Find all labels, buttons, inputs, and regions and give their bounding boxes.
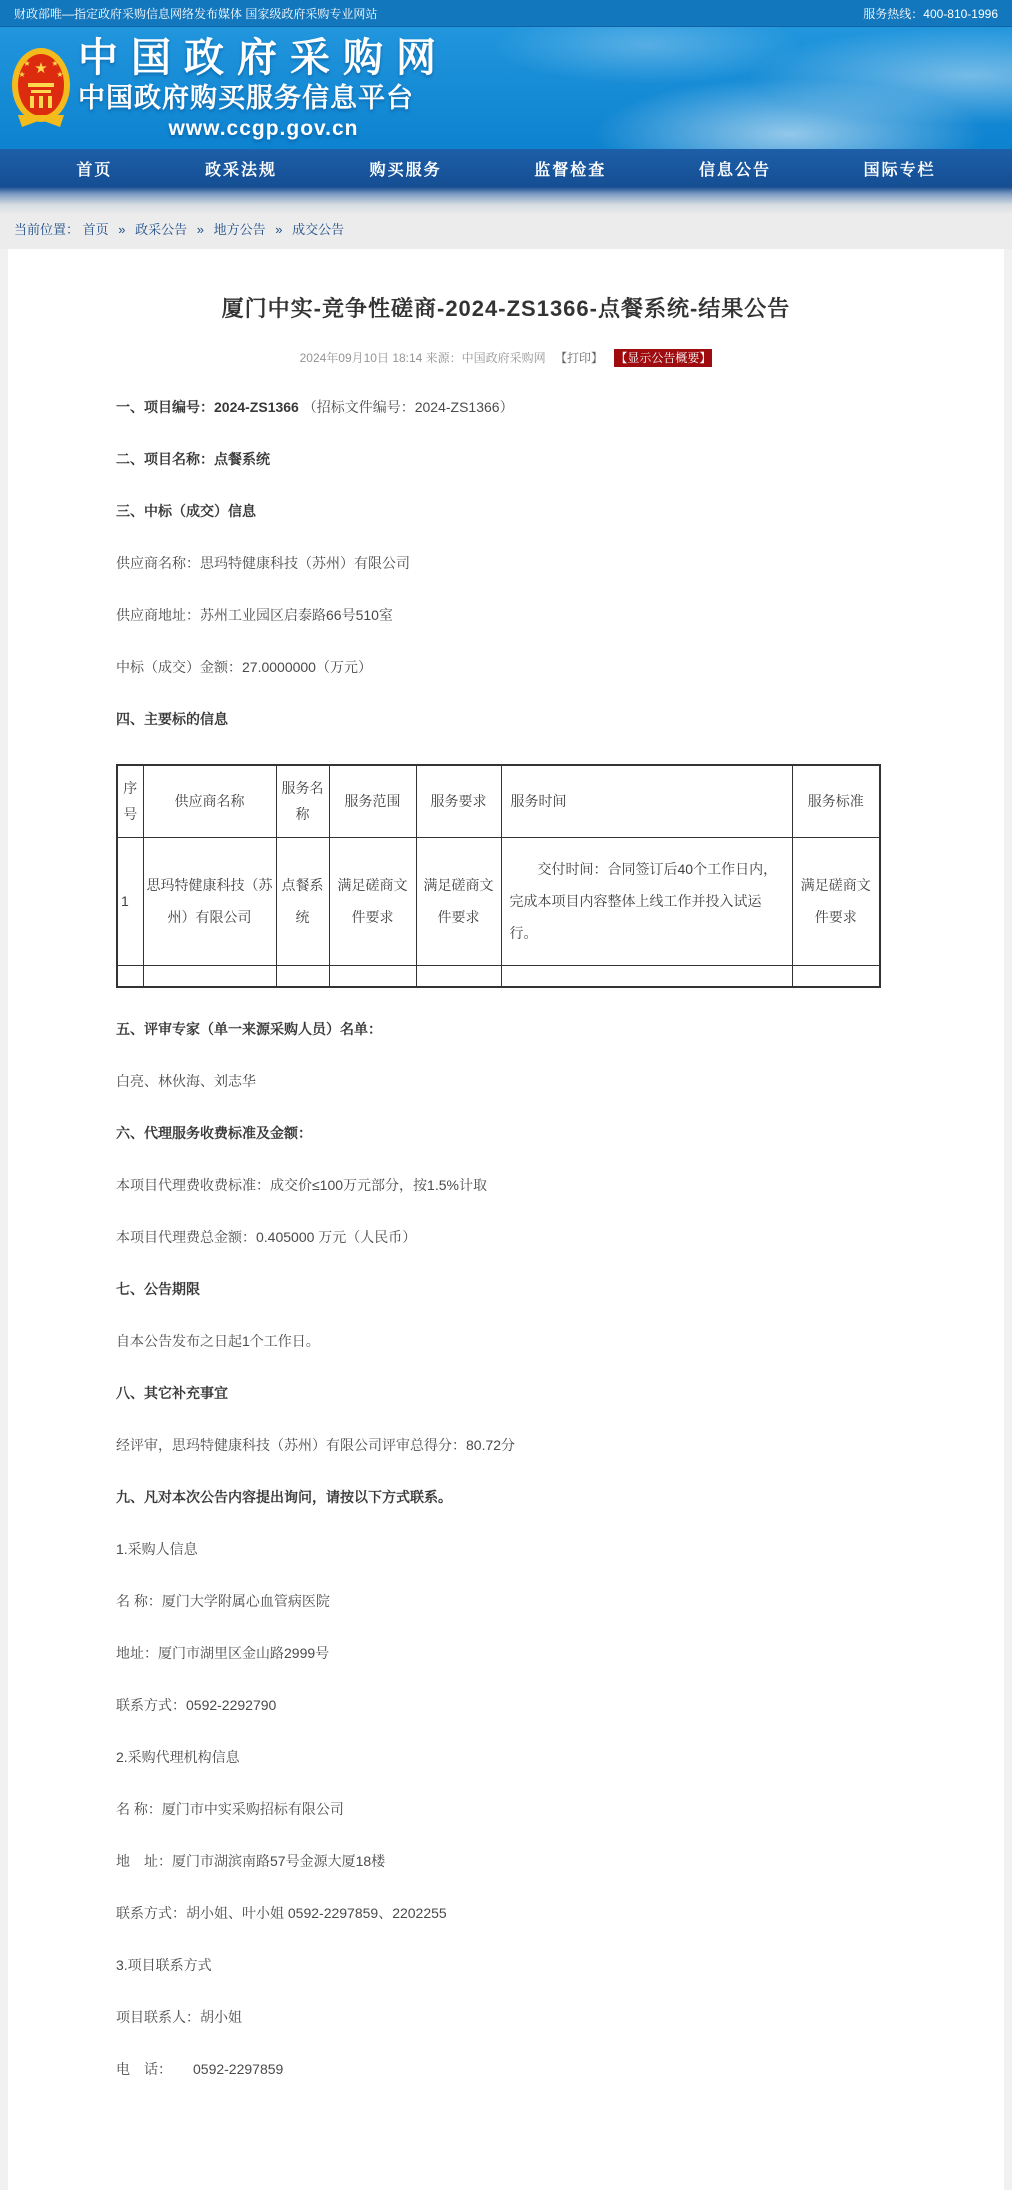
breadcrumb-separator: » — [118, 222, 126, 237]
breadcrumb-gov-announcements[interactable]: 政采公告 — [135, 222, 188, 237]
print-button[interactable]: 【打印】 — [555, 351, 604, 365]
service-hotline: 服务热线：400-810-1996 — [863, 6, 998, 21]
col-service-scope: 服务范围 — [329, 765, 416, 837]
cell-service-name: 点餐系统 — [276, 837, 329, 965]
breadcrumb-award-announcements[interactable]: 成交公告 — [292, 222, 345, 237]
svg-text:★: ★ — [34, 60, 48, 77]
paragraph-supplier-address: 供应商地址：苏州工业园区启泰路66号510室 — [116, 607, 393, 623]
nav-item-regulations[interactable]: 政采法规 — [204, 161, 277, 179]
col-service-requirement: 服务要求 — [416, 765, 501, 837]
paragraph-project-name: 二、项目名称：点餐系统 — [116, 451, 270, 467]
site-url: www.ccgp.gov.cn — [168, 117, 359, 140]
heading-agency-fee: 六、代理服务收费标准及金额： — [116, 1125, 312, 1141]
table-row — [117, 837, 880, 965]
cell-service-scope: 满足磋商文件要求 — [329, 837, 416, 965]
site-title[interactable]: 中国政府采购网 — [78, 36, 449, 80]
table-empty-row — [117, 965, 880, 987]
article-date-source: 2024年09月10日 18:14 来源：中国政府采购网 — [299, 351, 546, 365]
breadcrumb — [0, 187, 1012, 249]
col-service-time: 服务时间 — [501, 765, 792, 837]
heading-supplementary: 八、其它补充事宜 — [116, 1385, 228, 1401]
svg-text:★: ★ — [23, 59, 31, 68]
site-banner — [0, 27, 1012, 149]
col-service-name: 服务名称 — [276, 765, 329, 837]
content-area — [8, 249, 1004, 2190]
paragraph-period-detail: 自本公告发布之日起1个工作日。 — [116, 1333, 320, 1349]
paragraph-agency-section: 2.采购代理机构信息 — [116, 1749, 240, 1765]
article-meta — [116, 349, 896, 366]
nav-item-international[interactable]: 国际专栏 — [863, 161, 936, 179]
svg-text:★: ★ — [56, 70, 64, 79]
paragraph-fee-total: 本项目代理费总金额：0.405000 万元（人民币） — [116, 1229, 417, 1245]
paragraph-experts-list: 白亮、林伙海、刘志华 — [116, 1073, 256, 1089]
heading-main-subject: 四、主要标的信息 — [116, 711, 228, 727]
paragraph-purchaser-phone: 联系方式：0592-2292790 — [116, 1697, 277, 1713]
site-slogan: 财政部唯—指定政府采购信息网络发布媒体 国家级政府采购专业网站 — [14, 6, 378, 21]
svg-text:★: ★ — [51, 59, 59, 68]
paragraph-project-contact-name: 项目联系人：胡小姐 — [116, 2009, 242, 2025]
paragraph-review-score: 经评审，思玛特健康科技（苏州）有限公司评审总得分：80.72分 — [116, 1437, 516, 1453]
col-supplier: 供应商名称 — [143, 765, 276, 837]
nav-item-purchase-service[interactable]: 购买服务 — [369, 161, 442, 179]
subject-info-table — [116, 764, 881, 988]
nav-item-announcements[interactable]: 信息公告 — [698, 161, 771, 179]
breadcrumb-local-announcements[interactable]: 地方公告 — [213, 222, 266, 237]
heading-experts: 五、评审专家（单一来源采购人员）名单： — [116, 1021, 382, 1037]
national-emblem-icon — [10, 45, 72, 136]
paragraph-purchaser-section: 1.采购人信息 — [116, 1541, 198, 1557]
paragraph-purchaser-name: 名 称：厦门大学附属心血管病医院 — [116, 1593, 330, 1609]
cell-service-standard: 满足磋商文件要求 — [792, 837, 880, 965]
heading-announcement-period: 七、公告期限 — [116, 1281, 200, 1297]
svg-text:★: ★ — [18, 70, 26, 79]
paragraph-supplier-name: 供应商名称：思玛特健康科技（苏州）有限公司 — [116, 555, 410, 571]
heading-contact: 九、凡对本次公告内容提出询问，请按以下方式联系。 — [116, 1489, 452, 1505]
cell-service-requirement: 满足磋商文件要求 — [416, 837, 501, 965]
cell-serial: 1 — [117, 837, 143, 965]
breadcrumb-home[interactable]: 首页 — [82, 222, 109, 237]
col-service-standard: 服务标准 — [792, 765, 880, 837]
paragraph-project-contact-section: 3.项目联系方式 — [116, 1957, 212, 1973]
paragraph-agency-phone: 联系方式：胡小姐、叶小姐 0592-2297859、2202255 — [116, 1905, 447, 1921]
article-body — [116, 396, 896, 2080]
cell-service-time: 交付时间：合同签订后40个工作日内，完成本项目内容整体上线工作并投入试运行。 — [501, 837, 792, 965]
breadcrumb-separator: » — [196, 222, 205, 237]
nav-item-supervision[interactable]: 监督检查 — [534, 161, 607, 179]
paragraph-fee-standard: 本项目代理费收费标准：成交价≤100万元部分，按1.5%计取 — [116, 1177, 487, 1193]
breadcrumb-separator: » — [275, 222, 283, 237]
show-summary-button[interactable]: 【显示公告概要】 — [615, 351, 712, 365]
site-subtitle: 中国政府购买服务信息平台 — [78, 83, 414, 113]
paragraph-award-amount: 中标（成交）金额：27.0000000（万元） — [116, 659, 372, 675]
page-title: 厦门中实-竞争性磋商-2024-ZS1366-点餐系统-结果公告 — [221, 296, 791, 321]
paragraph-project-contact-phone: 电 话： 0592-2297859 — [116, 2061, 284, 2077]
cell-supplier: 思玛特健康科技（苏州）有限公司 — [143, 837, 276, 965]
top-service-bar — [0, 0, 1012, 27]
col-serial: 序号 — [117, 765, 143, 837]
paragraph-agency-name: 名 称：厦门市中实采购招标有限公司 — [116, 1801, 344, 1817]
paragraph-purchaser-address: 地址：厦门市湖里区金山路2999号 — [116, 1645, 330, 1661]
paragraph-agency-address: 地 址：厦门市湖滨南路57号金源大厦18楼 — [116, 1853, 386, 1869]
paragraph-project-number: 一、项目编号：2024-ZS1366 （招标文件编号：2024-ZS1366） — [116, 399, 514, 415]
table-header-row — [117, 765, 880, 837]
nav-item-home[interactable]: 首页 — [76, 161, 113, 179]
heading-award-info: 三、中标（成交）信息 — [116, 503, 256, 519]
main-nav — [0, 149, 1012, 187]
breadcrumb-prefix: 当前位置： — [14, 222, 80, 237]
